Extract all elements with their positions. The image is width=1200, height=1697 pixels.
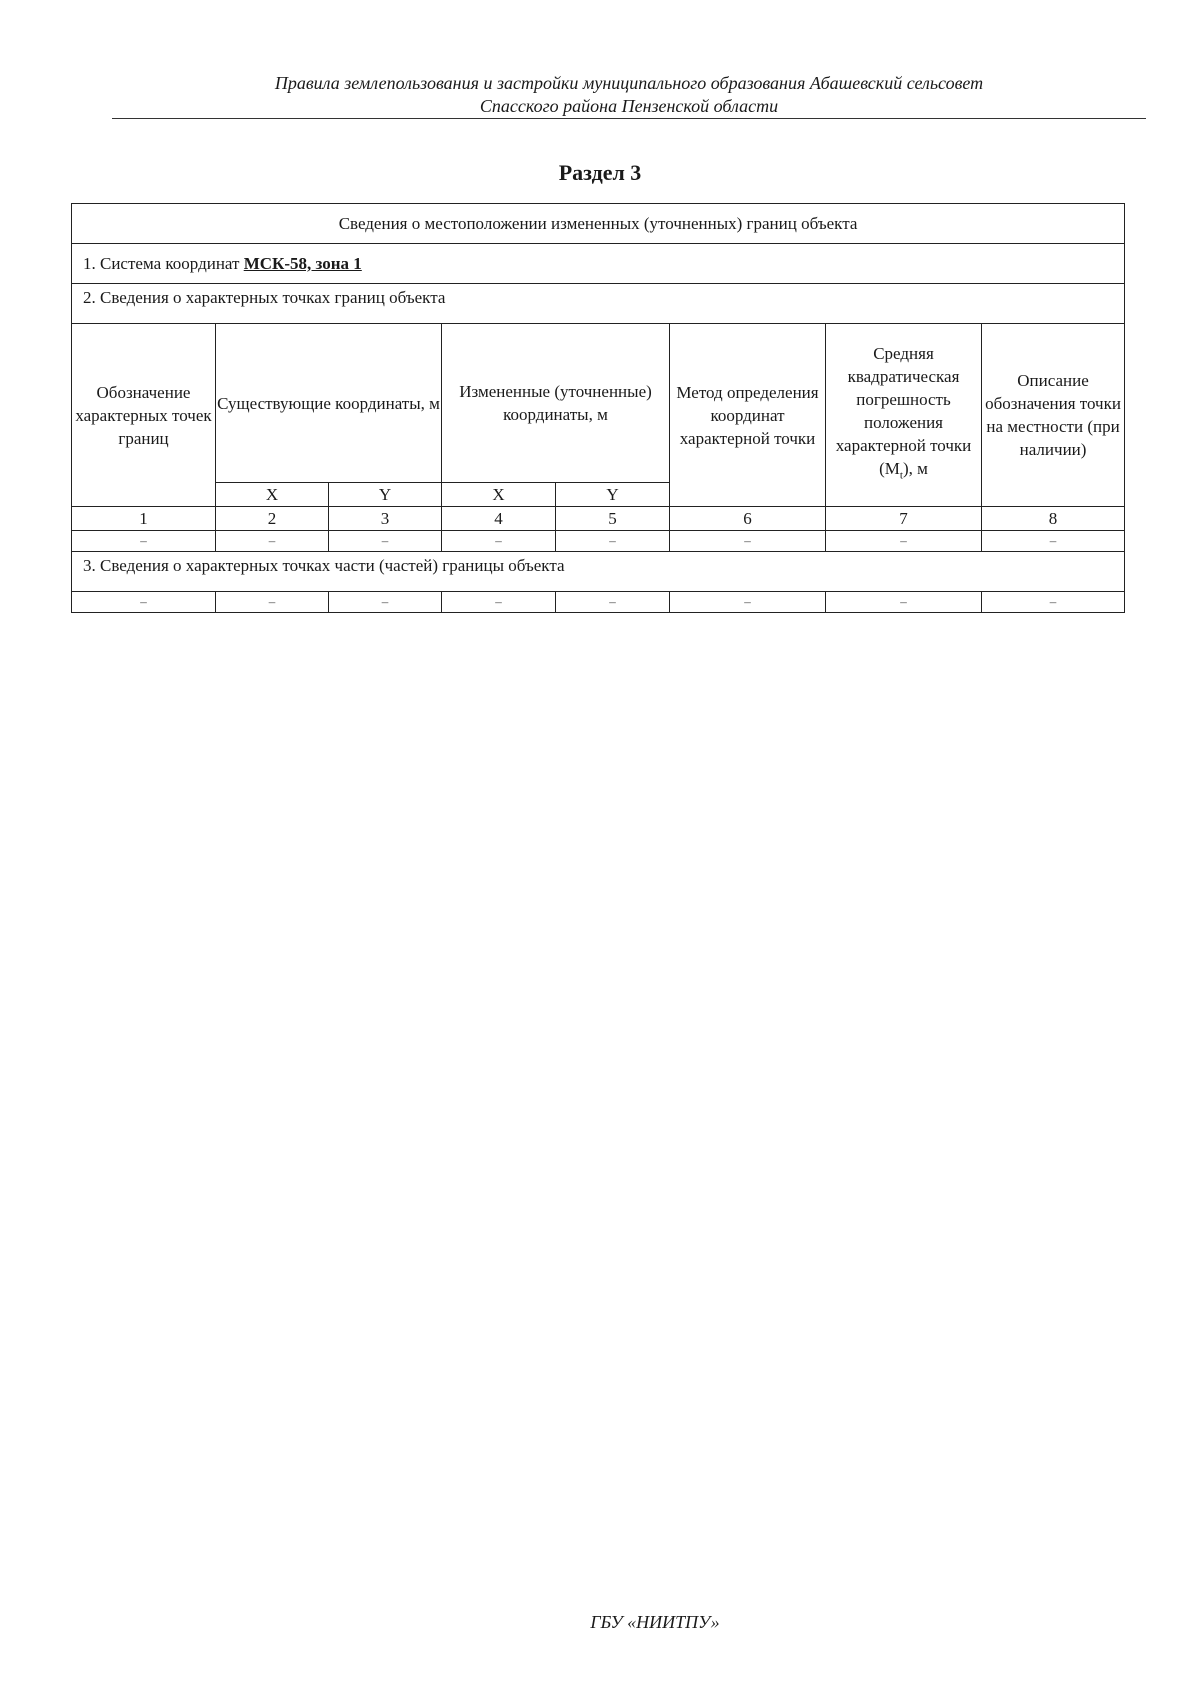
- table-cell: –: [216, 592, 329, 613]
- table-cell: –: [72, 592, 216, 613]
- points-heading: 2. Сведения о характерных точках границ объекта: [72, 284, 1125, 324]
- column-numbers-row: [72, 507, 1125, 531]
- column-number: 2: [216, 507, 329, 531]
- sub-header-y-existing: Y: [329, 483, 442, 507]
- header-line-1: Правила землепользования и застройки муниципального образования Абашевский сельсовет: [274, 73, 984, 93]
- table-cell: –: [826, 592, 982, 613]
- header-line-2: Спасского района Пензенской области: [479, 96, 779, 116]
- col-header-description: Описание обозначения точки на местности (при наличии): [982, 324, 1125, 507]
- table-cell: –: [982, 592, 1125, 613]
- error-suffix: ), м: [902, 459, 928, 479]
- col-header-method: Метод определения координат характерной точки: [670, 324, 826, 507]
- table-cell: –: [442, 592, 556, 613]
- points-data-row: [72, 531, 1125, 552]
- table-cell: –: [329, 531, 442, 552]
- section-title: Раздел 3: [558, 160, 642, 185]
- table-cell: –: [670, 531, 826, 552]
- col-header-changed: Измененные (уточненные) координаты, м: [442, 324, 670, 483]
- table-cell: –: [826, 531, 982, 552]
- column-number: 5: [556, 507, 670, 531]
- document-header: [112, 72, 1146, 118]
- col-header-error: [826, 324, 982, 507]
- coord-system-row: [72, 244, 1125, 284]
- column-number: 1: [72, 507, 216, 531]
- header-divider: [112, 118, 1146, 119]
- column-number: 4: [442, 507, 556, 531]
- parts-heading: 3. Сведения о характерных точках части (частей) границы объекта: [72, 552, 1125, 592]
- document-footer: ГБУ «НИИТПУ»: [590, 1612, 720, 1632]
- column-number: 6: [670, 507, 826, 531]
- error-subscript: t: [899, 469, 903, 482]
- parts-data-row: [72, 592, 1125, 613]
- table-cell: –: [72, 531, 216, 552]
- table-cell: –: [556, 592, 670, 613]
- table-cell: –: [442, 531, 556, 552]
- sub-header-x-existing: X: [216, 483, 329, 507]
- col-header-existing: Существующие координаты, м: [216, 324, 442, 483]
- table-title: Сведения о местоположении измененных (уточненных) границ объекта: [72, 204, 1125, 244]
- error-prefix: Средняя квадратическая погрешность положения характерной точки (M: [835, 344, 972, 479]
- table-cell: –: [982, 531, 1125, 552]
- coord-system-label: 1. Система координат: [83, 253, 244, 273]
- table-cell: –: [556, 531, 670, 552]
- column-number: 7: [826, 507, 982, 531]
- col-header-designation: Обозначение характерных точек границ: [72, 324, 216, 507]
- sub-header-y-changed: Y: [556, 483, 670, 507]
- boundary-points-table: [71, 203, 1125, 613]
- column-number: 3: [329, 507, 442, 531]
- sub-header-x-changed: X: [442, 483, 556, 507]
- table-cell: –: [670, 592, 826, 613]
- table-cell: –: [216, 531, 329, 552]
- column-number: 8: [982, 507, 1125, 531]
- table-cell: –: [329, 592, 442, 613]
- coord-system-value: МСК-58, зона 1: [243, 253, 362, 273]
